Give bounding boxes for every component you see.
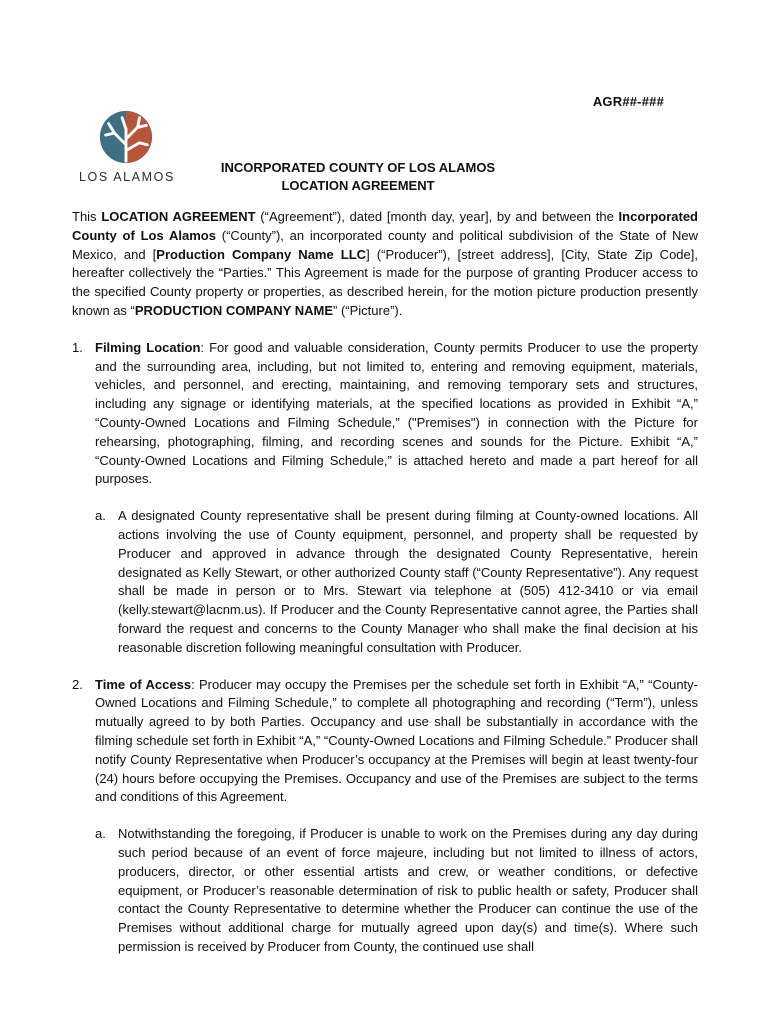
los-alamos-tree-icon [97,108,155,166]
section-paragraph [95,676,698,808]
title-line-2: LOCATION AGREEMENT [281,178,435,193]
intro-text-4: ] (“Producer”), [street address], [City, State Zip Code], hereafter collectively the “Parties.” This Agreement is made for the purpose of granting Producer access to the specified County property or properties, as described herein, for the motion picture production presently known as “ [72,246,698,318]
section-text: : Producer may occupy the Premises per the schedule set forth in Exhibit “A,” “County-Owned Locations and Filming Schedule,” to complete all photographing and recording (“Term”), unless mutually agreed to by both Parties. Occupancy and use shall be substantially in accordance with the filming schedule set forth in Exhibit “A,” “County-Owned Locations and Filming Schedule.” Producer shall notify County Representative when Producer’s occupancy at the Premises will begin at least twenty-four (24) hours before occupying the Premises. Occupancy and use of the Premises are subject to the terms and conditions of this Agreement. [95,676,698,805]
agreement-number: AGR##-### [592,94,664,109]
section-heading: Filming Location [95,339,201,355]
intro-text-1: This [72,209,102,224]
subsection-a [95,825,698,957]
intro-text-2: (“Agreement”), dated [month day, year], by and between the [255,209,619,224]
section-heading: Time of Access [95,676,192,692]
subsection-letter: a. [95,826,106,842]
title-line-1: INCORPORATED COUNTY OF LOS ALAMOS [220,160,496,175]
intro-paragraph [72,208,698,321]
intro-bold-agreement: LOCATION AGREEMENT [101,209,256,224]
subsection-a [95,507,698,657]
section-time-of-access [72,676,698,957]
section-paragraph [95,339,698,489]
subsection-text: A designated County representative shall be present during filming at County-owned locations. All actions involving the use of County equipment, personnel, and property shall be requested by Producer and approved in advance through the designated County Representative, herein designated as Kelly Stewart, or other authorized County staff (“County Representative”). Any request shall be made in person or to Mrs. Stewart via telephone at (505) 412-3410 or via email (kelly.stewart@lacnm.us). If Producer and the County Representative cannot agree, the Parties shall forward the request and concerns to the County Manager who shall make the final decision at his reasonable discretion following meaningful consultation with Producer. [118,508,698,655]
document-title [0,159,770,195]
intro-text-5: ” (“Picture”). [333,302,403,318]
section-filming-location [72,339,698,658]
document-body [72,208,698,975]
logo-wordmark: LOS ALAMOS [79,170,175,184]
intro-bold-picture: PRODUCTION COMPANY NAME [134,302,334,318]
intro-bold-county: Incorporated County of Los Alamos [72,209,699,243]
section-number: 1. [72,339,83,355]
section-number: 2. [72,676,83,692]
subsection-text: Notwithstanding the foregoing, if Producer is unable to work on the Premises during any day during such period because of an event of force majeure, including but not limited to illness of actors, producers, director, or other essential artists and crew, or weather conditions, or defective equipment, or Producer’s reasonable determination of risk to public health or safety, Producer shall contact the County Representative to determine whether the Producer can continue the use of the Premises without additional charge for mutually agreed upon day(s) and time(s). Where such permission is received by Producer from County, the continued use shall [118,826,698,954]
intro-text-3: (“County”), an incorporated county and political subdivision of the State of New Mexico, and [ [72,227,698,262]
intro-bold-producer: Production Company Name LLC [156,246,367,262]
section-text: : For good and valuable consideration, County permits Producer to use the property and the surrounding area, including, but not limited to, entering and removing equipment, materials, vehicles, and personnel, and erecting, maintaining, and removing temporary sets and structures, including any signage or identifying materials, at the specified locations as provided in Exhibit “A,” “County-Owned Locations and Filming Schedule,” ("Premises") in connection with the Picture for rehearsing, photographing, filming, and recording scenes and sounds for the Picture. Exhibit “A,” “County-Owned Locations and Filming Schedule,” is attached hereto and made a part hereof for all purposes. [95,339,698,487]
subsection-letter: a. [95,508,106,524]
